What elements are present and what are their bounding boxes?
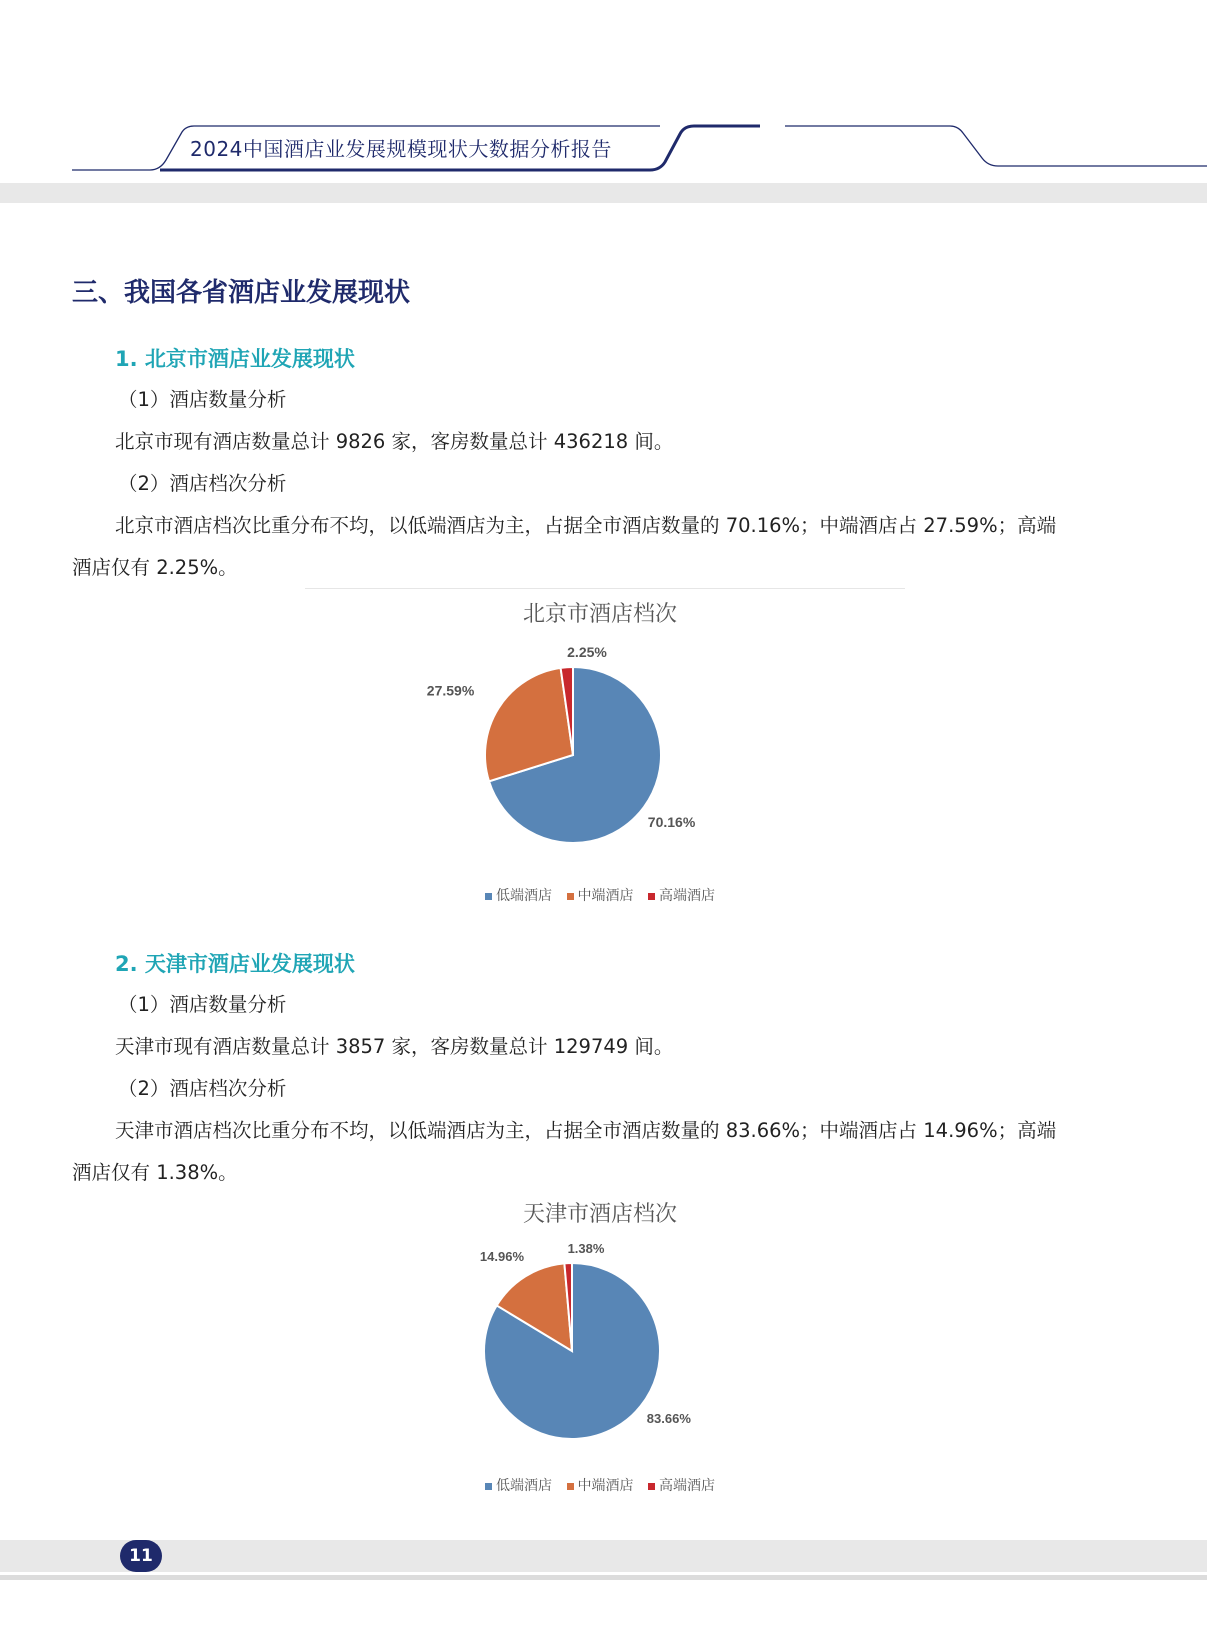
chart-divider xyxy=(305,588,905,589)
legend-item-high: 高端酒店 xyxy=(648,888,715,904)
chart-title: 北京市酒店档次 xyxy=(522,602,677,627)
legend-item-mid: 中端酒店 xyxy=(567,888,634,904)
beijing-grade-line1: 北京市酒店档次比重分布不均，以低端酒店为主，占据全市酒店数量的 70.16%；中端酒店占 27.59%；高端 xyxy=(115,514,1057,537)
tianjin-grade-line1: 天津市酒店档次比重分布不均，以低端酒店为主，占据全市酒店数量的 83.66%；中端酒店占 14.96%；高端 xyxy=(115,1119,1057,1142)
pie-chart xyxy=(405,1235,795,1470)
tianjin-sub1: （1）酒店数量分析 xyxy=(118,993,287,1016)
tianjin-grade-line2: 酒店仅有 1.38%。 xyxy=(72,1161,238,1184)
chart-legend xyxy=(405,885,795,905)
pie-label-mid: 14.96% xyxy=(479,1249,524,1264)
footer-line xyxy=(0,1575,1207,1580)
tianjin-sub2: （2）酒店档次分析 xyxy=(118,1077,287,1100)
beijing-grade-line2: 酒店仅有 2.25%。 xyxy=(72,556,238,579)
section-title: 三、我国各省酒店业发展现状 xyxy=(72,278,411,308)
chart-legend xyxy=(405,1475,795,1495)
pie-label-high: 1.38% xyxy=(567,1241,605,1256)
beijing-chart xyxy=(405,595,795,910)
pie-chart xyxy=(405,635,795,875)
pie-label-high: 2.25% xyxy=(567,644,607,660)
pie-label-mid: 27.59% xyxy=(426,682,475,699)
legend-item-mid: 中端酒店 xyxy=(567,1478,634,1494)
footer-band xyxy=(0,1540,1207,1572)
tianjin-count-text: 天津市现有酒店数量总计 3857 家，客房数量总计 129749 间。 xyxy=(115,1035,674,1058)
beijing-heading: 1. 北京市酒店业发展现状 xyxy=(115,347,355,371)
report-title: 2024中国酒店业发展规模现状大数据分析报告 xyxy=(190,137,612,161)
beijing-sub1: （1）酒店数量分析 xyxy=(118,388,287,411)
chart-title: 天津市酒店档次 xyxy=(522,1202,677,1227)
legend-item-low: 低端酒店 xyxy=(485,1478,552,1494)
pie-label-low: 70.16% xyxy=(647,814,696,831)
tianjin-chart xyxy=(405,1195,795,1505)
header-band xyxy=(0,183,1207,203)
pie-label-low: 83.66% xyxy=(646,1411,691,1427)
beijing-count-text: 北京市现有酒店数量总计 9826 家，客房数量总计 436218 间。 xyxy=(115,430,674,453)
beijing-sub2: （2）酒店档次分析 xyxy=(118,472,287,495)
page-number: 11 xyxy=(120,1540,162,1572)
tianjin-heading: 2. 天津市酒店业发展现状 xyxy=(115,952,355,976)
legend-item-low: 低端酒店 xyxy=(485,888,552,904)
legend-item-high: 高端酒店 xyxy=(648,1478,715,1494)
